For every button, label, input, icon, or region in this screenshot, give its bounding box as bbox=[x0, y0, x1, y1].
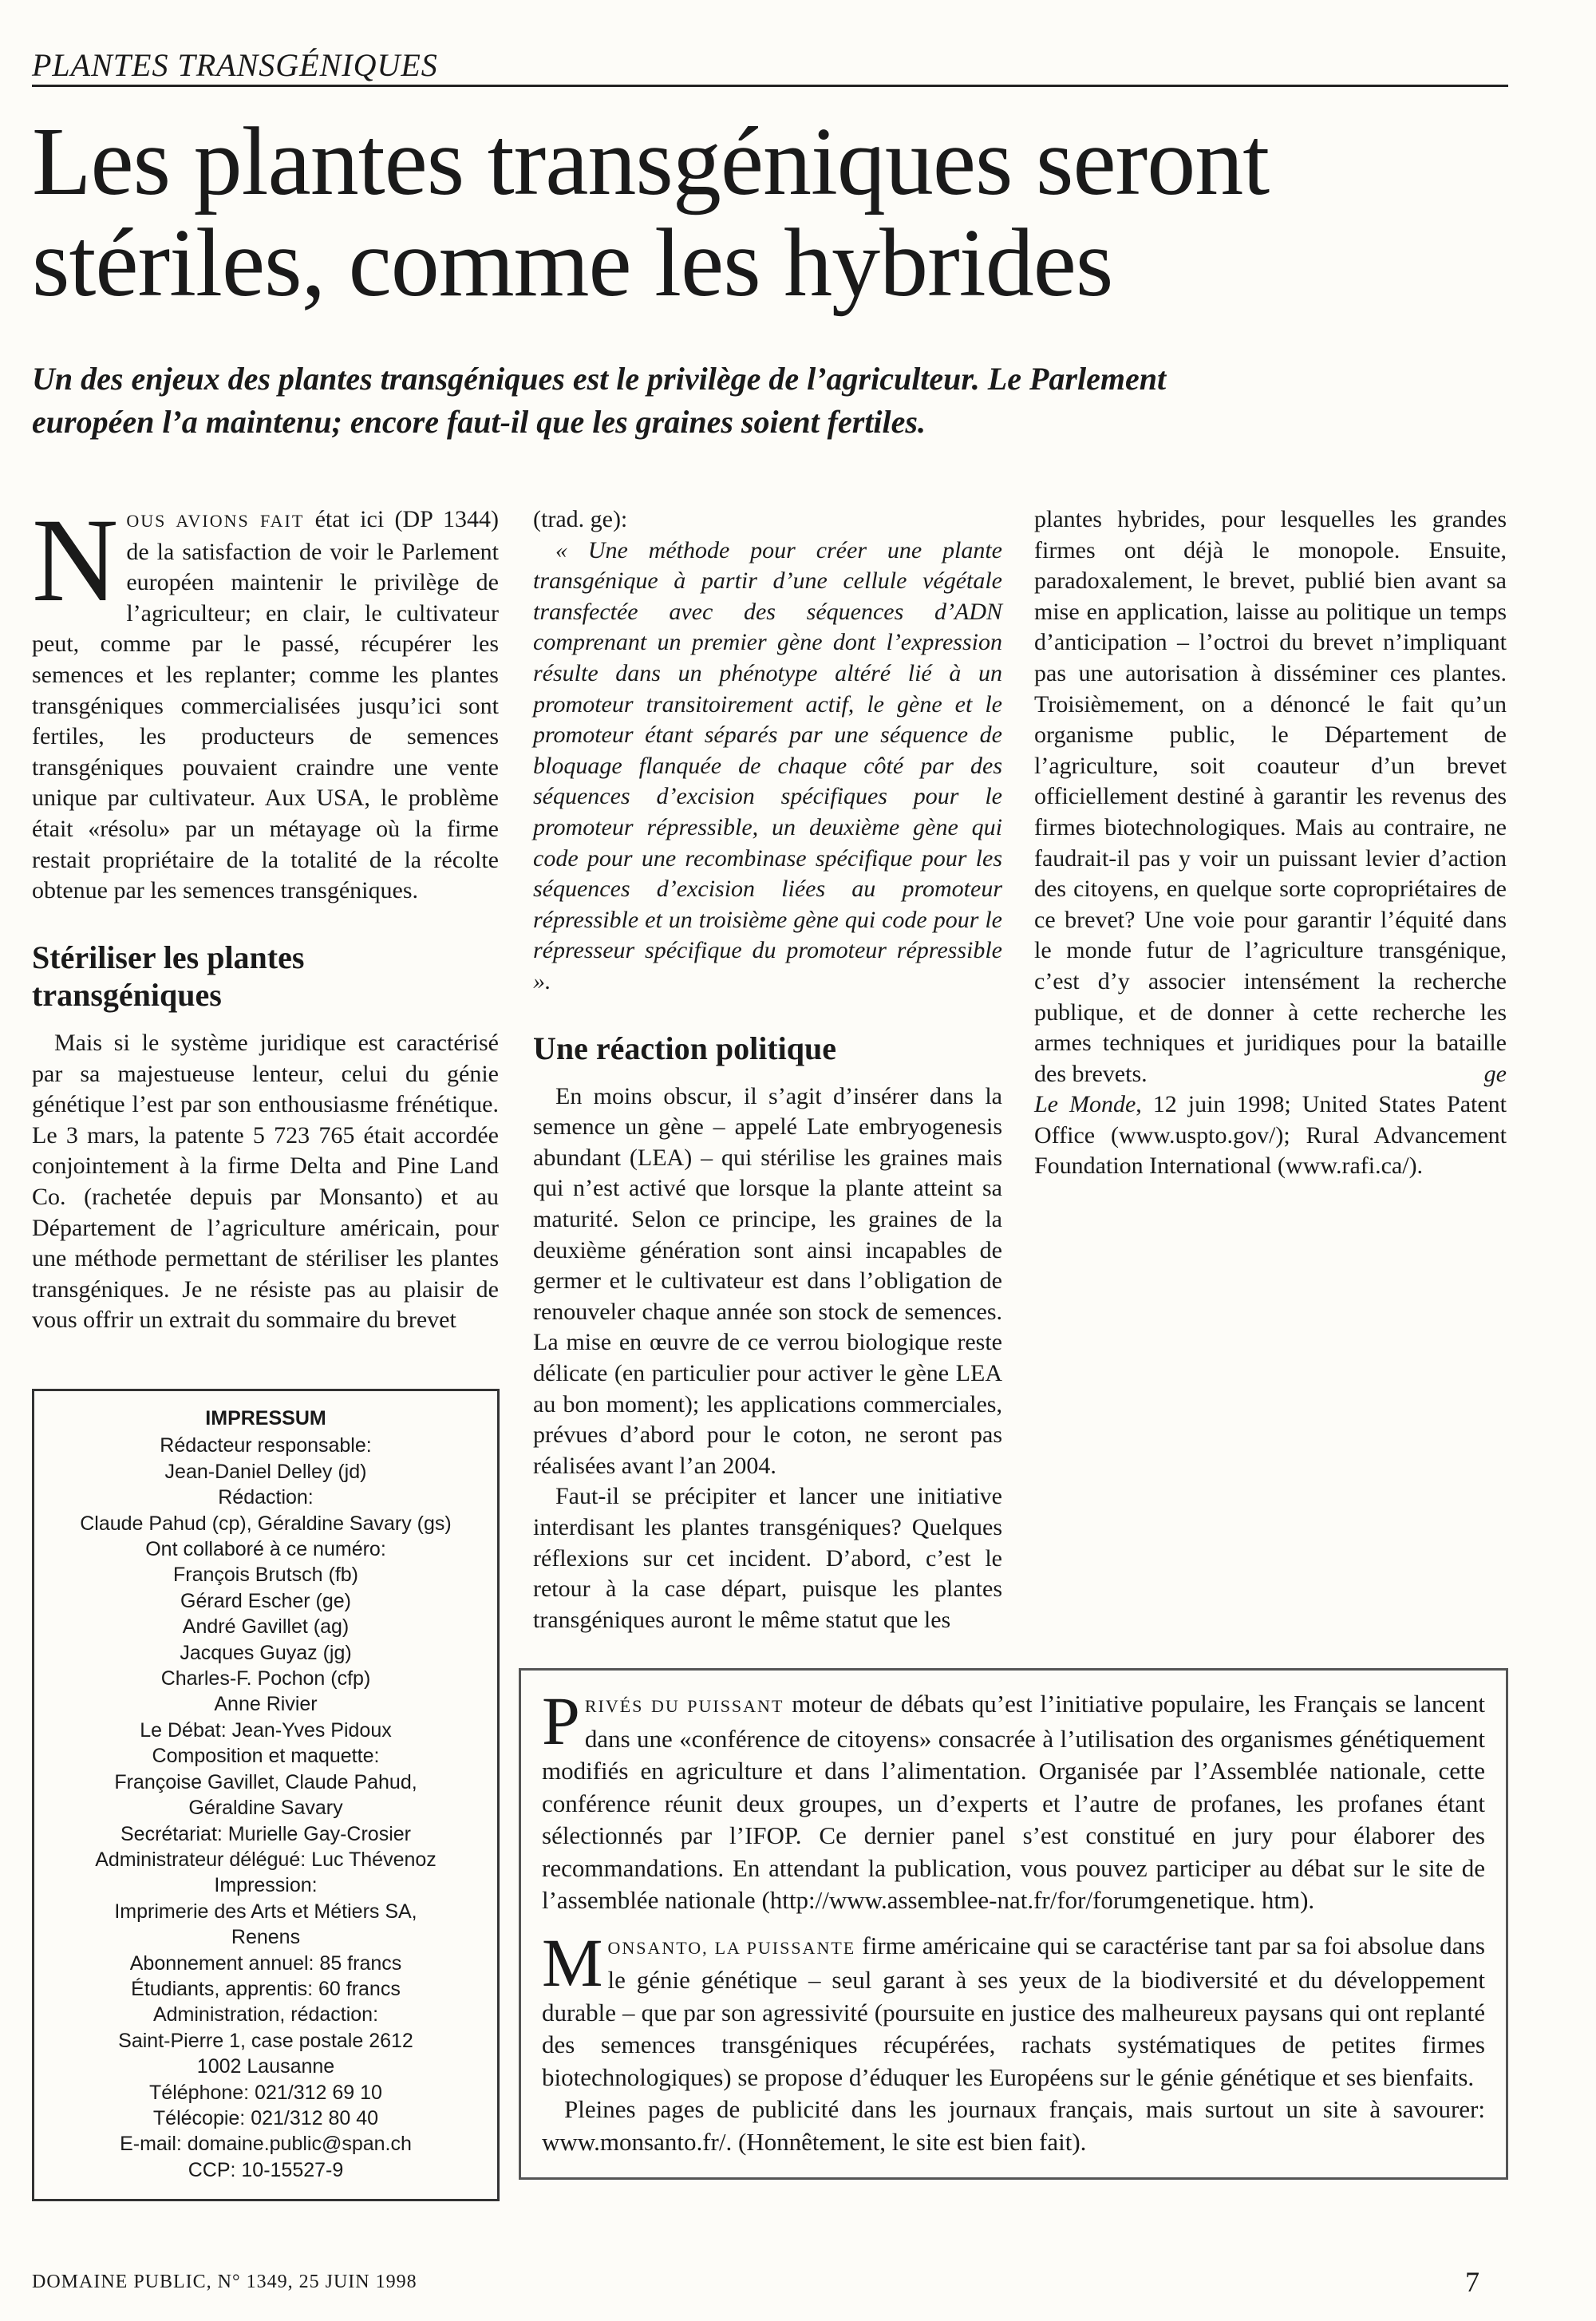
article-sources: Le Monde, 12 juin 1998; United States Patent Office (www.uspto.gov/); Rural Advancement Foundation International (www.rafi.ca/). bbox=[1034, 1091, 1507, 1180]
author-signature: ge bbox=[1483, 1060, 1507, 1087]
impressum-line: Saint-Pierre 1, case postale 2612 bbox=[118, 2029, 413, 2052]
article-paragraph-4: Faut-il se précipiter et lancer une initiative interdisant les plantes transgéniques? Quelques réflexions sur cet incident. D’abord, c’est le retour à la case départ, puisque les plantes transgéniques auront le même statut que les bbox=[533, 1483, 1002, 1633]
article-column-1 bbox=[32, 494, 499, 1336]
impressum-line: Rédaction: bbox=[218, 1486, 314, 1509]
impressum-line: André Gavillet (ag) bbox=[182, 1615, 350, 1639]
subhead-reaction: Une réaction politique bbox=[533, 1030, 836, 1066]
impressum-lines bbox=[34, 1433, 497, 2183]
impressum-line: Impression: bbox=[214, 1874, 318, 1897]
impressum-line: Rédacteur responsable: bbox=[160, 1434, 372, 1457]
dropcap-letter: N bbox=[32, 494, 119, 627]
impressum-line: Jean-Daniel Delley (jd) bbox=[164, 1460, 367, 1483]
box-dropcap-2: M bbox=[542, 1924, 603, 2001]
article-paragraph-3: En moins obscur, il s’agit d’insérer dans la semence un gène – appelé Late embryogenesis abundant (LEA) – qui stérilise les graines mais qui n’est activé que lorsque la plante atteint sa maturité. Selon ce principe, les graines de la deuxième génération sont ainsi incapables de germer et le cultivateur est dans l’obligation de renouveler chaque année son stock de semences. La mise en œuvre de ce verrou biologique reste délicate (en particulier pour activer le gène LEA au bon moment); les applications commerciales, prévues d’abord pour le coton, ne seront pas réalisées avant l’an 2004. bbox=[533, 1082, 1002, 1479]
article-paragraph-2: Mais si le système juridique est caractérisé par sa majestueuse lenteur, celui du génie génétique l’est par son enthousiasme frénétique. Le 3 mars, la patente 5 723 765 était accordée conjointement à la firme Delta and Pine Land Co. (rachetée depuis par Monsanto) et au Département de l’agriculture américain, pour une méthode permettant de stériliser les plantes transgéniques. Je ne résiste pas au plaisir de vous offrir un extrait du sommaire du brevet bbox=[32, 1030, 499, 1334]
impressum-line: Le Débat: Jean-Yves Pidoux bbox=[140, 1718, 392, 1742]
impressum-line: Renens bbox=[231, 1926, 301, 1949]
impressum-line: Françoise Gavillet, Claude Pahud, bbox=[114, 1770, 417, 1793]
lead-smallcaps: OUS AVIONS FAIT bbox=[126, 511, 305, 531]
box-dropcap-1: P bbox=[542, 1682, 580, 1759]
section-rubric: PLANTES TRANSGÉNIQUES bbox=[32, 47, 438, 83]
news-box bbox=[519, 1668, 1508, 2180]
impressum-line: Géraldine Savary bbox=[188, 1797, 343, 1820]
footer-issue: DOMAINE PUBLIC, N° 1349, 25 JUIN 1998 bbox=[32, 2272, 417, 2292]
impressum-line: Étudiants, apprentis: 60 francs bbox=[131, 1977, 401, 2000]
box-paragraph-3: Pleines pages de publicité dans les journaux français, mais surtout un site à savourer: www.monsanto.fr/. (Honnêtement, le site est bien fait). bbox=[542, 2095, 1485, 2156]
rubric-rule bbox=[32, 85, 1508, 87]
impressum-line: François Brutsch (fb) bbox=[172, 1564, 358, 1587]
impressum-line: Jacques Guyaz (jg) bbox=[180, 1641, 352, 1664]
impressum-line: Administration, rédaction: bbox=[152, 2003, 379, 2026]
impressum-line: Téléphone: 021/312 69 10 bbox=[149, 2081, 382, 2104]
article-column-3 bbox=[1034, 504, 1507, 1182]
box-paragraph-1: PRIVÉS DU PUISSANT moteur de débats qu’est l’initiative populaire, les Français se lancent dans une «conférence de citoyens» consacrée à l’utilisation des organismes génétiquement modifiés en agriculture et dans l’alimentation. Organisée par l’Assemblée nationale, cette conférence réunit deux groupes, un d’experts et l’autre de profanes, les profanes étant sélectionnés par l’IFOP. Ce dernier panel s’est constitué en jury pour élaborer des recommandations. En attendant la publication, vous pouvez participer au débat sur le site de l’assemblée nationale (http://www.assemblee-nat.fr/for/forumgenetique. htm). bbox=[542, 1682, 1485, 1914]
impressum-line: CCP: 10-15527-9 bbox=[188, 2158, 344, 2181]
impressum-line: Composition et maquette: bbox=[152, 1745, 380, 1768]
impressum-line: Télécopie: 021/312 80 40 bbox=[152, 2106, 379, 2129]
impressum-box bbox=[32, 1389, 500, 2201]
article-paragraph-1: NOUS AVIONS FAIT état ici (DP 1344) de la satisfaction de voir le Parlement européen maintenir le privilège de l’agriculteur; en clair, le cultivateur peut, comme par le passé, récupérer les semences et les replanter; comme les plantes transgéniques commercialisées jusqu’ici sont fertiles, les producteurs de semences transgéniques pouvaient craindre une vente unique par cultivateur. Aux USA, le problème était «résolu» par un métayage où la firme restait propriétaire de la totalité de la récolte obtenue par les semences transgéniques. bbox=[32, 494, 499, 904]
impressum-line: Claude Pahud (cp), Géraldine Savary (gs) bbox=[80, 1512, 452, 1535]
impressum-line: Charles-F. Pochon (cfp) bbox=[160, 1667, 371, 1690]
article-paragraph-2-cont: (trad. ge): bbox=[533, 506, 628, 532]
chapeau: Un des enjeux des plantes transgéniques est le privilège de l’agriculteur. Le Parlement européen l’a maintenu; encore faut-il que les graines soient fertiles. bbox=[32, 361, 1167, 441]
impressum-line: Gérard Escher (ge) bbox=[180, 1589, 351, 1612]
impressum-title: IMPRESSUM bbox=[205, 1407, 326, 1429]
page-number: 7 bbox=[1465, 2266, 1479, 2298]
article-paragraph-4-cont: plantes hybrides, pour lesquelles les grandes firmes ont déjà le monopole. Ensuite, paradoxalement, le brevet, publié bien avant sa mise en application, laisse au politique un temps d’anticipation – l’octroi du brevet n’impliquant pas une autorisation à disséminer ces plantes. Troisièmement, on a dénoncé le fait qu’un organisme public, le Département de l’agriculture, soit coauteur d’un brevet officiellement destiné à garantir les revenus des firmes biotechnologiques. Mais au contraire, ne faudrait-il pas y voir un puissant levier d’action des citoyens, en quelque sorte copropriétaires de ce brevet? Une voie pour garantir l’équité dans le monde futur de l’agriculture transgénique, c’est d’y associer intensément la recherche publique, et de donner à cette recherche les armes techniques et juridiques pour la bataille des brevets. ge bbox=[1034, 504, 1507, 1089]
headline: Les plantes transgéniques seront stériles, comme les hybrides bbox=[32, 108, 1270, 317]
impressum-line: Secrétariat: Murielle Gay-Crosier bbox=[120, 1822, 411, 1845]
article-column-2 bbox=[533, 504, 1002, 1635]
impressum-line: Ont collaboré à ce numéro: bbox=[145, 1538, 386, 1561]
subhead-steriliser: Stériliser les plantes transgéniques bbox=[32, 939, 305, 1013]
impressum-line: Imprimerie des Arts et Métiers SA, bbox=[114, 1900, 417, 1923]
impressum-line: Administrateur délégué: Luc Thévenoz bbox=[95, 1848, 437, 1871]
impressum-line: 1002 Lausanne bbox=[196, 2055, 335, 2078]
box-paragraph-2: MONSANTO, LA PUISSANTE firme américaine qui se caractérise tant par sa foi absolue dans le génie génétique – seul garant à ses yeux de la biodiversité et du développement durable – que par son agressivité (poursuite en justice des malheureux paysans qui ont replanté des semences transgéniques récupérées, rachats systématiques de petites firmes biotechnologiques) se propose d’éduquer les Européens sur le génie génétique et ses bienfaits. bbox=[542, 1924, 1485, 2091]
impressum-line: Abonnement annuel: 85 francs bbox=[129, 1951, 402, 1975]
impressum-line: E-mail: domaine.public@span.ch bbox=[120, 2133, 412, 2156]
impressum-line: Anne Rivier bbox=[214, 1693, 318, 1716]
patent-quote: « Une méthode pour créer une plante transgénique à partir d’une cellule végétale transfectée avec des séquences d’ADN comprenant un premier gène dont l’expression résulte dans un phénotype altéré lié à un promoteur transitoirement actif, le gène et le promoteur étant séparés par une séquence de bloquage flanquée de chaque côté par des séquences d’excision spécifiques pour le promoteur répressible, un deuxième gène qui code pour une recombinase spécifique pour les séquences d’excision liées au promoteur répressible et un troisième gène qui code pour le répresseur spécifique du promoteur répressible ». bbox=[533, 536, 1002, 994]
